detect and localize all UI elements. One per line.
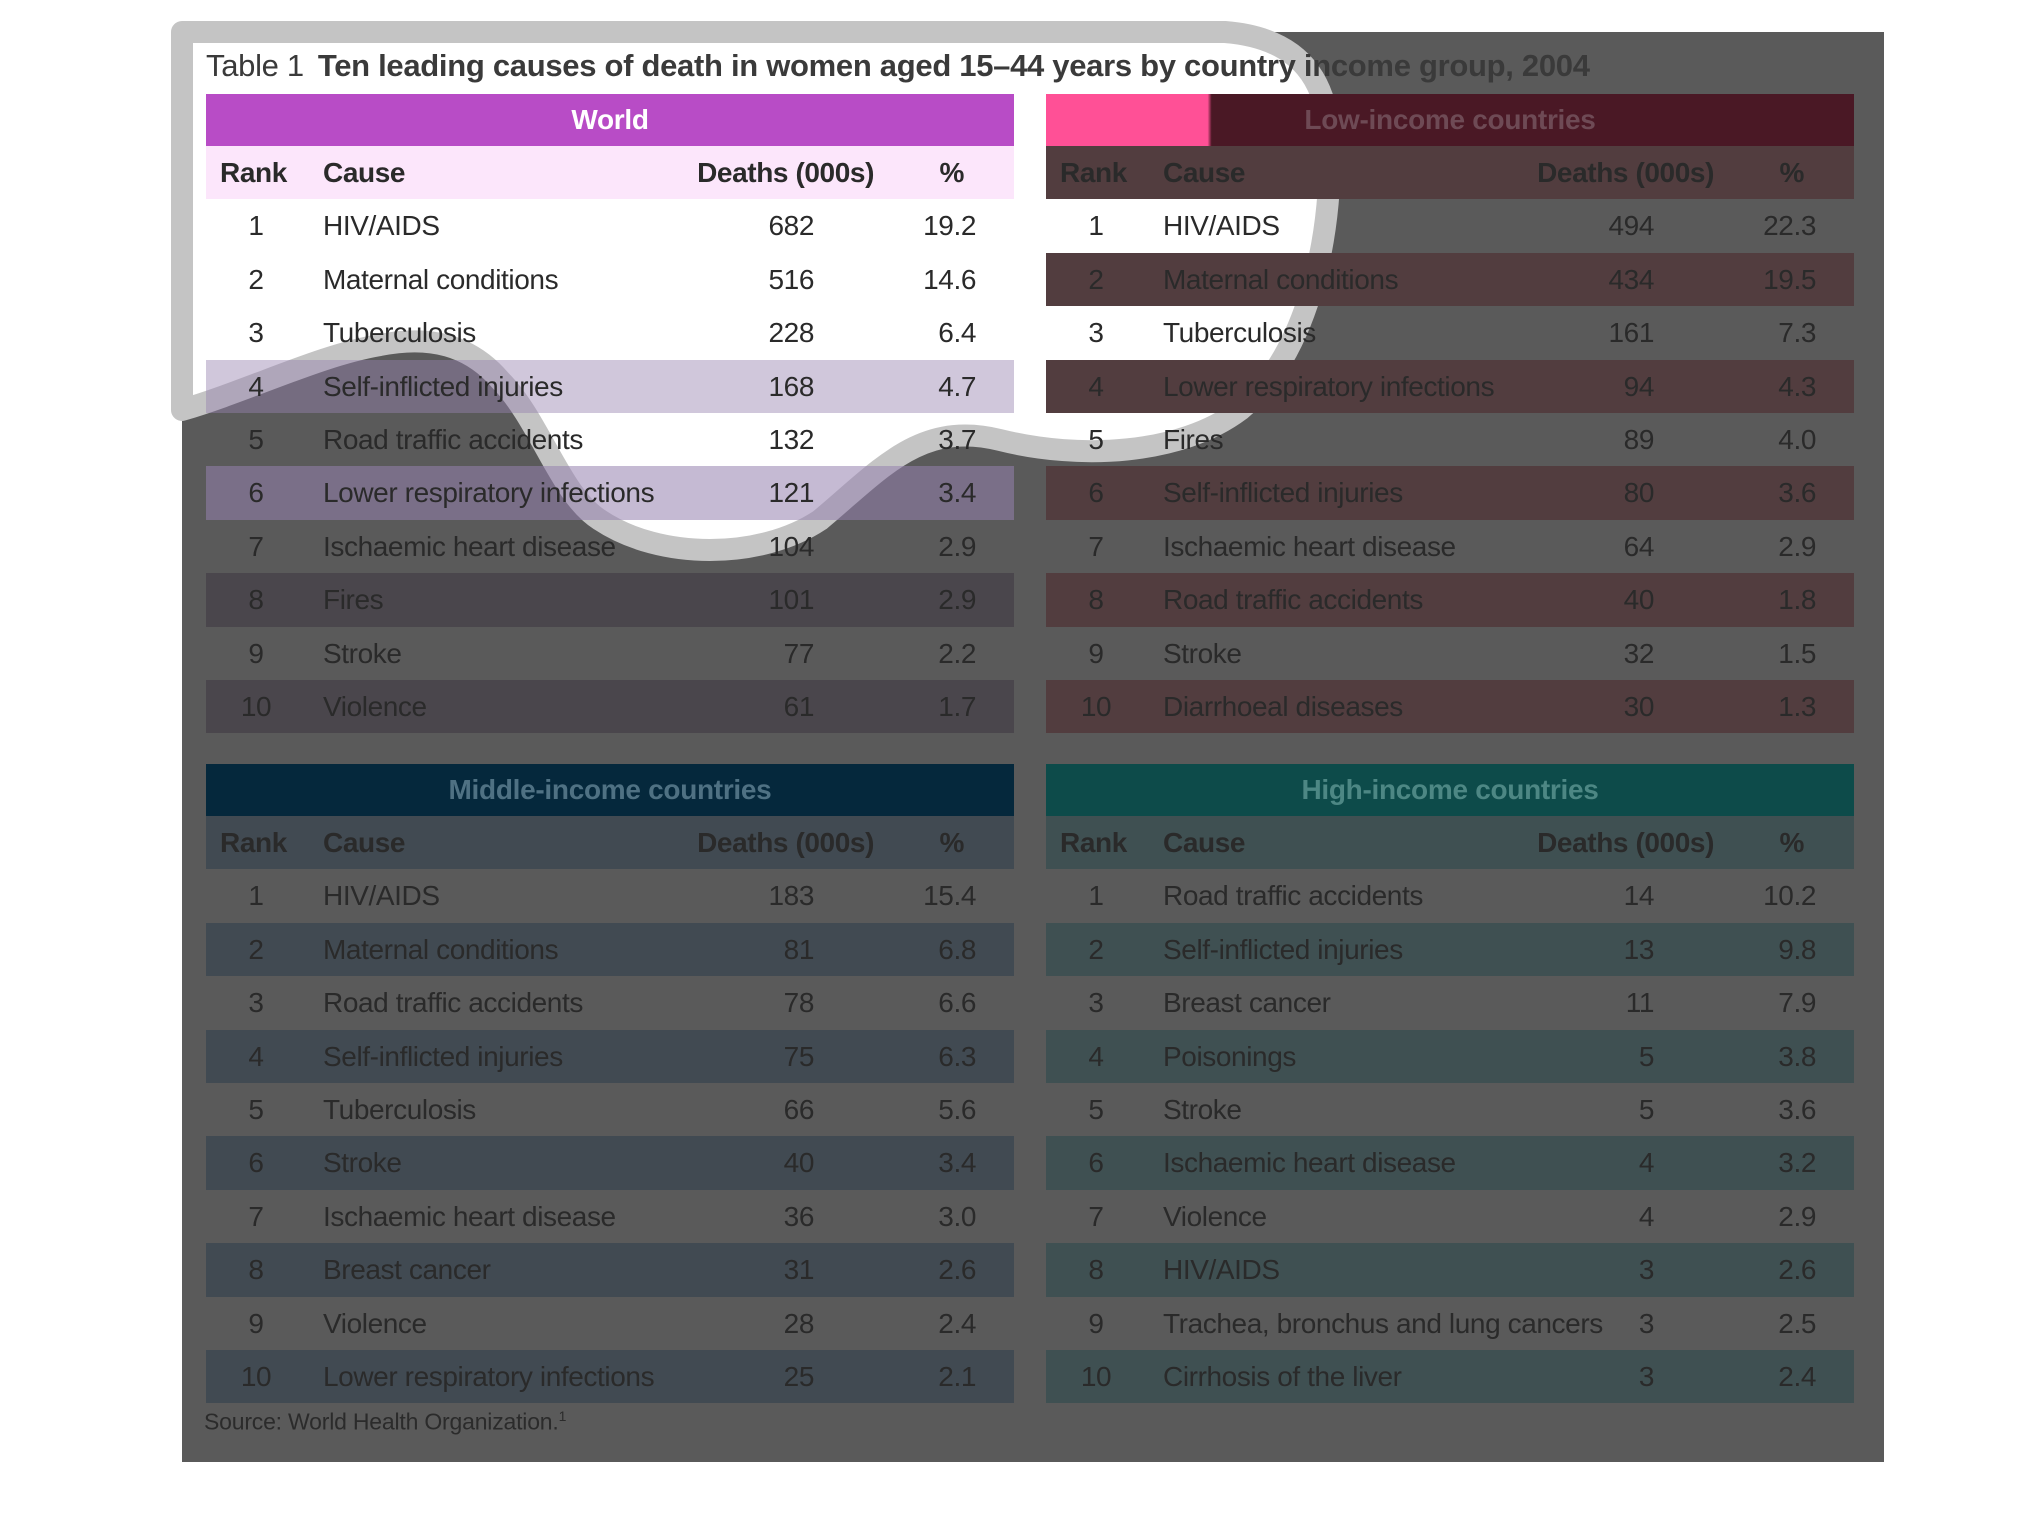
cause-cell: Ischaemic heart disease (323, 530, 616, 562)
table-row (1046, 466, 1854, 519)
rank-cell: 8 (1088, 1254, 1104, 1286)
column-header-row (1046, 816, 1854, 869)
table-row (206, 466, 1014, 519)
deaths-cell: 3 (1638, 1307, 1654, 1339)
table-row (1046, 253, 1854, 306)
cause-header: Cause (323, 157, 406, 188)
rank-cell: 9 (1088, 1307, 1104, 1339)
panel-title: Low-income countries (1046, 94, 1854, 146)
pct-cell: 1.8 (1778, 584, 1816, 616)
pct-cell: 6.8 (938, 933, 976, 965)
cause-cell: Maternal conditions (323, 933, 559, 965)
cause-cell: HIV/AIDS (1163, 1254, 1280, 1286)
deaths-cell: 81 (783, 933, 814, 965)
pct-cell: 2.2 (938, 637, 976, 669)
cause-cell: Road traffic accidents (1163, 584, 1423, 616)
pct-cell: 19.2 (923, 210, 976, 242)
deaths-cell: 168 (768, 370, 814, 402)
rank-cell: 8 (248, 1254, 264, 1286)
cause-cell: Maternal conditions (1163, 263, 1399, 295)
panel-high-income (1046, 764, 1854, 1403)
rank-cell: 2 (248, 933, 264, 965)
pct-cell: 2.9 (1778, 530, 1816, 562)
deaths-cell: 13 (1623, 933, 1654, 965)
pct-header: % (1779, 827, 1804, 858)
table-row (206, 306, 1014, 359)
cause-cell: Self-inflicted injuries (323, 1040, 563, 1072)
pct-cell: 22.3 (1763, 210, 1816, 242)
rank-header: Rank (220, 157, 287, 188)
cause-cell: Breast cancer (323, 1254, 491, 1286)
deaths-cell: 25 (783, 1360, 814, 1392)
pct-header: % (939, 157, 964, 188)
panel-title: High-income countries (1046, 764, 1854, 816)
pct-cell: 14.6 (923, 263, 976, 295)
pct-cell: 3.8 (1778, 1040, 1816, 1072)
cause-cell: Poisonings (1163, 1040, 1296, 1072)
cause-header: Cause (323, 827, 406, 858)
table-row (206, 627, 1014, 680)
deaths-cell: 36 (783, 1200, 814, 1232)
rank-cell: 1 (1088, 210, 1104, 242)
rank-cell: 4 (248, 1040, 264, 1072)
rank-cell: 10 (240, 690, 272, 722)
deaths-cell: 66 (783, 1093, 814, 1125)
pct-cell: 2.4 (1778, 1360, 1816, 1392)
cause-cell: Ischaemic heart disease (323, 1200, 616, 1232)
cause-cell: Violence (323, 1307, 427, 1339)
cause-cell: Maternal conditions (323, 263, 559, 295)
rank-cell: 1 (248, 210, 264, 242)
table-row (1046, 869, 1854, 922)
pct-cell: 2.6 (1778, 1254, 1816, 1286)
pct-cell: 6.3 (938, 1040, 976, 1072)
rank-cell: 7 (1088, 1200, 1104, 1232)
deaths-cell: 40 (783, 1147, 814, 1179)
cause-cell: Fires (323, 584, 384, 616)
table-row (206, 1136, 1014, 1189)
cause-cell: Road traffic accidents (323, 423, 583, 455)
deaths-cell: 28 (783, 1307, 814, 1339)
pct-cell: 4.7 (938, 370, 976, 402)
deaths-cell: 89 (1623, 423, 1654, 455)
table-row (1046, 360, 1854, 413)
pct-cell: 7.3 (1778, 317, 1816, 349)
cause-cell: Breast cancer (1163, 987, 1331, 1019)
deaths-header: Deaths (000s) (1537, 827, 1714, 858)
deaths-cell: 78 (783, 987, 814, 1019)
panel-title: World (206, 94, 1014, 146)
deaths-cell: 121 (768, 477, 814, 509)
deaths-cell: 434 (1608, 263, 1654, 295)
rank-cell: 7 (248, 530, 264, 562)
pct-cell: 3.4 (938, 1147, 976, 1179)
table-row (206, 1190, 1014, 1243)
cause-header: Cause (1163, 157, 1246, 188)
table-row (1046, 306, 1854, 359)
table-row (206, 1243, 1014, 1296)
rank-cell: 9 (248, 1307, 264, 1339)
deaths-cell: 77 (783, 637, 814, 669)
deaths-cell: 14 (1623, 880, 1654, 912)
rank-cell: 2 (248, 263, 264, 295)
deaths-cell: 183 (768, 880, 814, 912)
table-row (206, 1297, 1014, 1350)
rank-cell: 10 (1080, 1360, 1112, 1392)
cause-cell: HIV/AIDS (323, 880, 440, 912)
table-row (206, 680, 1014, 733)
panel-world (206, 94, 1014, 733)
cause-cell: Stroke (323, 637, 402, 669)
cause-cell: Violence (1163, 1200, 1267, 1232)
pct-header: % (1779, 157, 1804, 188)
pct-cell: 5.6 (938, 1093, 976, 1125)
rank-cell: 5 (1088, 423, 1104, 455)
panel-title: Middle-income countries (206, 764, 1014, 816)
cause-cell: Lower respiratory infections (323, 477, 655, 509)
table-row (1046, 573, 1854, 626)
pct-cell: 3.2 (1778, 1147, 1816, 1179)
footnote-marker: 1 (558, 1408, 567, 1424)
rank-header: Rank (220, 827, 287, 858)
table-row (206, 199, 1014, 252)
table-row (206, 1350, 1014, 1403)
deaths-cell: 5 (1638, 1093, 1654, 1125)
deaths-cell: 31 (783, 1254, 814, 1286)
column-header-row (206, 146, 1014, 199)
deaths-header: Deaths (000s) (697, 157, 874, 188)
rank-cell: 6 (248, 477, 264, 509)
table-row (1046, 1243, 1854, 1296)
deaths-cell: 3 (1638, 1360, 1654, 1392)
rank-cell: 3 (1088, 317, 1104, 349)
rank-cell: 2 (1088, 263, 1104, 295)
rank-cell: 6 (1088, 1147, 1104, 1179)
cause-cell: Tuberculosis (323, 1093, 476, 1125)
deaths-cell: 94 (1623, 370, 1654, 402)
cause-cell: Cirrhosis of the liver (1163, 1360, 1402, 1392)
cause-cell: Tuberculosis (323, 317, 476, 349)
deaths-cell: 64 (1623, 530, 1654, 562)
table-row (1046, 1136, 1854, 1189)
deaths-cell: 30 (1623, 690, 1654, 722)
deaths-cell: 104 (768, 530, 814, 562)
pct-cell: 6.4 (938, 317, 976, 349)
cause-cell: Stroke (1163, 637, 1242, 669)
table-row (206, 413, 1014, 466)
deaths-cell: 75 (783, 1040, 814, 1072)
table-row (206, 520, 1014, 573)
deaths-cell: 61 (783, 690, 814, 722)
pct-cell: 2.9 (938, 530, 976, 562)
rank-cell: 10 (240, 1360, 272, 1392)
rank-cell: 3 (248, 317, 264, 349)
pct-cell: 6.6 (938, 987, 976, 1019)
table-number: Table 1 (206, 48, 304, 83)
deaths-cell: 516 (768, 263, 814, 295)
pct-cell: 3.4 (938, 477, 976, 509)
pct-cell: 10.2 (1763, 880, 1816, 912)
cause-cell: Road traffic accidents (323, 987, 583, 1019)
table-row (1046, 627, 1854, 680)
table-row (1046, 1083, 1854, 1136)
rank-cell: 1 (248, 880, 264, 912)
pct-cell: 2.1 (938, 1360, 976, 1392)
cause-cell: Ischaemic heart disease (1163, 530, 1456, 562)
rank-header: Rank (1060, 827, 1127, 858)
pct-header: % (939, 827, 964, 858)
pct-cell: 1.7 (938, 690, 976, 722)
pct-cell: 19.5 (1763, 263, 1816, 295)
table-row (206, 923, 1014, 976)
cause-cell: Diarrhoeal diseases (1163, 690, 1403, 722)
pct-cell: 2.6 (938, 1254, 976, 1286)
column-header-row (206, 816, 1014, 869)
cause-cell: Self-inflicted injuries (1163, 477, 1403, 509)
panel-low-income (1046, 94, 1854, 733)
pct-cell: 1.3 (1778, 690, 1816, 722)
table-row (1046, 199, 1854, 252)
table-row (1046, 413, 1854, 466)
deaths-cell: 11 (1625, 987, 1654, 1019)
rank-cell: 4 (1088, 1040, 1104, 1072)
deaths-cell: 3 (1638, 1254, 1654, 1286)
cause-cell: HIV/AIDS (1163, 210, 1280, 242)
table-row (1046, 1190, 1854, 1243)
rank-cell: 2 (1088, 933, 1104, 965)
deaths-cell: 682 (768, 210, 814, 242)
rank-cell: 7 (1088, 530, 1104, 562)
deaths-cell: 32 (1623, 637, 1654, 669)
deaths-cell: 161 (1608, 317, 1654, 349)
table-row (1046, 976, 1854, 1029)
table-row (1046, 1297, 1854, 1350)
cause-cell: Self-inflicted injuries (323, 370, 563, 402)
cause-header: Cause (1163, 827, 1246, 858)
rank-cell: 1 (1088, 880, 1104, 912)
rank-cell: 4 (248, 370, 264, 402)
cause-cell: Ischaemic heart disease (1163, 1147, 1456, 1179)
deaths-cell: 80 (1623, 477, 1654, 509)
table-row (1046, 680, 1854, 733)
cause-cell: Stroke (1163, 1093, 1242, 1125)
rank-cell: 3 (248, 987, 264, 1019)
rank-cell: 8 (1088, 584, 1104, 616)
table-row (206, 976, 1014, 1029)
rank-cell: 6 (248, 1147, 264, 1179)
source-note (204, 1408, 566, 1436)
table-row (206, 360, 1014, 413)
pct-cell: 3.0 (938, 1200, 976, 1232)
rank-cell: 5 (248, 1093, 264, 1125)
cause-cell: Trachea, bronchus and lung cancers (1163, 1307, 1603, 1339)
cause-cell: Fires (1163, 423, 1224, 455)
table-row (206, 253, 1014, 306)
pct-cell: 7.9 (1778, 987, 1816, 1019)
pct-cell: 4.0 (1778, 423, 1816, 455)
rank-cell: 7 (248, 1200, 264, 1232)
table-row (206, 869, 1014, 922)
cause-cell: Lower respiratory infections (1163, 370, 1495, 402)
pct-cell: 2.5 (1778, 1307, 1816, 1339)
deaths-cell: 228 (768, 317, 814, 349)
rank-cell: 9 (248, 637, 264, 669)
pct-cell: 2.9 (1778, 1200, 1816, 1232)
table-row (1046, 1350, 1854, 1403)
column-header-row (1046, 146, 1854, 199)
deaths-cell: 132 (768, 423, 814, 455)
rank-cell: 3 (1088, 987, 1104, 1019)
table-row (1046, 520, 1854, 573)
pct-cell: 3.6 (1778, 477, 1816, 509)
deaths-cell: 494 (1608, 210, 1654, 242)
pct-cell: 2.4 (938, 1307, 976, 1339)
deaths-cell: 5 (1638, 1040, 1654, 1072)
table-row (206, 1083, 1014, 1136)
cause-cell: Lower respiratory infections (323, 1360, 655, 1392)
cause-cell: Road traffic accidents (1163, 880, 1423, 912)
rank-cell: 5 (1088, 1093, 1104, 1125)
deaths-header: Deaths (000s) (697, 827, 874, 858)
pct-cell: 3.7 (938, 423, 976, 455)
deaths-header: Deaths (000s) (1537, 157, 1714, 188)
cause-cell: Stroke (323, 1147, 402, 1179)
pct-cell: 3.6 (1778, 1093, 1816, 1125)
rank-cell: 10 (1080, 690, 1112, 722)
cause-cell: Violence (323, 690, 427, 722)
deaths-cell: 4 (1638, 1200, 1654, 1232)
table-title (206, 44, 1590, 88)
pct-cell: 15.4 (923, 880, 976, 912)
rank-cell: 8 (248, 584, 264, 616)
pct-cell: 2.9 (938, 584, 976, 616)
deaths-cell: 4 (1638, 1147, 1654, 1179)
pct-cell: 1.5 (1778, 637, 1816, 669)
panel-middle-income (206, 764, 1014, 1403)
deaths-cell: 40 (1623, 584, 1654, 616)
rank-cell: 4 (1088, 370, 1104, 402)
cause-cell: Self-inflicted injuries (1163, 933, 1403, 965)
table-row (206, 1030, 1014, 1083)
table-row (1046, 1030, 1854, 1083)
rank-cell: 9 (1088, 637, 1104, 669)
cause-cell: Tuberculosis (1163, 317, 1316, 349)
source-text: Source: World Health Organization. (204, 1408, 559, 1435)
rank-cell: 6 (1088, 477, 1104, 509)
table-row (206, 573, 1014, 626)
rank-header: Rank (1060, 157, 1127, 188)
pct-cell: 9.8 (1778, 933, 1816, 965)
deaths-cell: 101 (768, 584, 814, 616)
table-heading: Ten leading causes of death in women aged 15–44 years by country income group, 2004 (317, 48, 1590, 83)
rank-cell: 5 (248, 423, 264, 455)
table-row (1046, 923, 1854, 976)
cause-cell: HIV/AIDS (323, 210, 440, 242)
pct-cell: 4.3 (1778, 370, 1816, 402)
